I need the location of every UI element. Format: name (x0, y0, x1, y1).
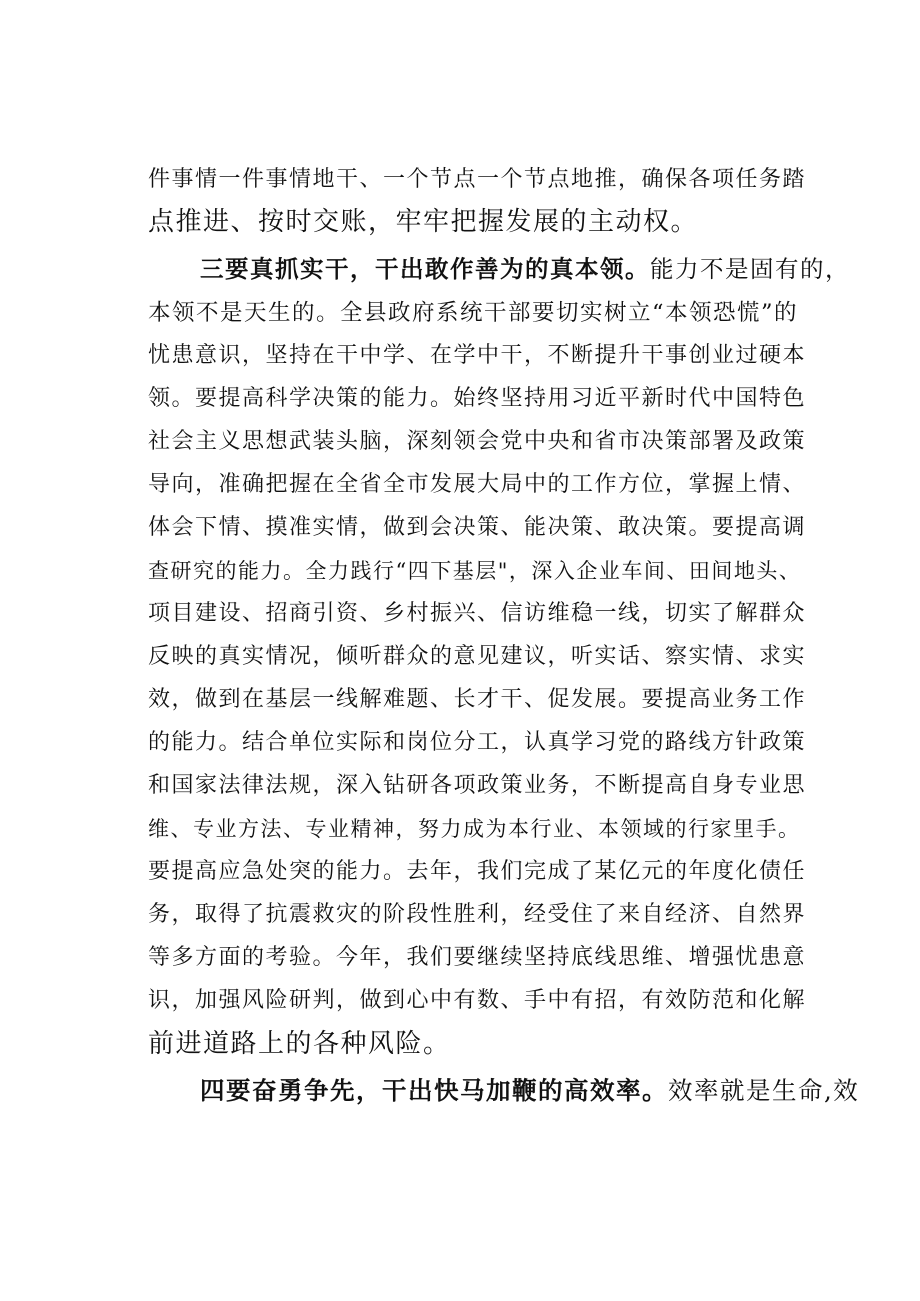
paragraph-line: 导向，准确把握在全省全市发展大局中的工作方位，掌握上情、 (148, 472, 807, 497)
paragraph-line: 前进道路上的各种风险。 (148, 1029, 451, 1059)
paragraph-line: 体会下情、摸准实情，做到会决策、能决策、敢决策。要提高调 (148, 515, 807, 540)
paragraph-line: 件事情一件事情地干、一个节点一个节点地推，确保各项任务踏 (148, 167, 807, 192)
section-heading: 三要真抓实干，干出敢作善为的真本领。 (200, 255, 650, 283)
paragraph-text: 能力不是固有的， (650, 255, 850, 283)
paragraph-line: 社会主义思想武装头脑，深刻领会党中央和省市决策部署及政策 (148, 429, 807, 454)
paragraph-line: 和国家法律法规，深入钻研各项政策业务，不断提高自身专业思 (148, 773, 807, 798)
paragraph-line: 点推进、按时交账，牢牢把握发展的主动权。 (148, 207, 699, 237)
paragraph-first-line (200, 1071, 860, 1111)
paragraph-line: 等多方面的考验。今年，我们要继续坚持底线思维、增强忧患意 (148, 945, 807, 970)
paragraph-line: 要提高应急处突的能力。去年，我们完成了某亿元的年度化债任 (148, 859, 807, 884)
paragraph-line: 务，取得了抗震救灾的阶段性胜利，经受住了来自经济、自然界 (148, 902, 807, 927)
paragraph-line: 忧患意识，坚持在干中学、在学中干，不断提升干事创业过硬本 (148, 343, 807, 368)
paragraph-line: 识，加强风险研判，做到心中有数、手中有招，有效防范和化解 (148, 988, 807, 1013)
paragraph-line: 维、专业方法、专业精神，努力成为本行业、本领域的行家里手。 (148, 817, 801, 841)
paragraph-first-line (200, 249, 860, 289)
paragraph-line: 领。要提高科学决策的能力。始终坚持用习近平新时代中国特色 (148, 386, 807, 411)
paragraph-line: 效，做到在基层一线解难题、长才干、促发展。要提高业务工作 (148, 687, 807, 712)
paragraph-line: 项目建设、招商引资、乡村振兴、信访维稳一线，切实了解群众 (148, 601, 807, 626)
paragraph-text: 效率就是生命,效 (668, 1076, 860, 1105)
section-heading: 四要奋勇争先，干出快马加鞭的高效率。 (200, 1076, 668, 1105)
paragraph-line: 本领不是天生的。全县政府系统干部要切实树立“本领恐慌”的 (148, 300, 799, 326)
paragraph-line: 查研究的能力。全力践行“四下基层"，深入企业车间、田间地头、 (148, 559, 802, 583)
paragraph-line: 反映的真实情况，倾听群众的意见建议，听实话、察实情、求实 (148, 644, 807, 669)
paragraph-line: 的能力。结合单位实际和岗位分工，认真学习党的路线方针政策 (148, 730, 807, 755)
